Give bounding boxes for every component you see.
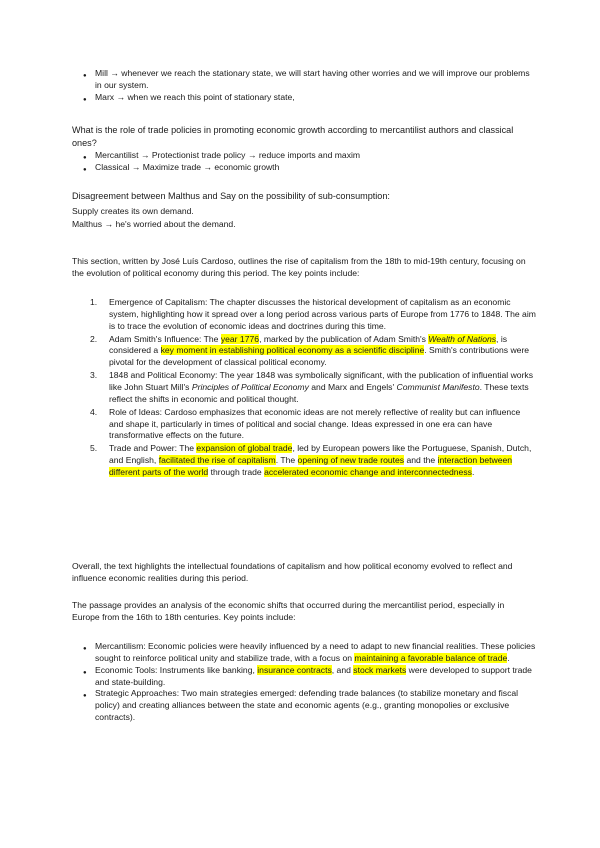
list-item	[72, 334, 536, 370]
disagreement-line-2: Malthus → he's worried about the demand.	[72, 219, 236, 229]
text-run: , is considered a	[109, 333, 508, 356]
text-run: Mercantilism: Economic policies were heavily influenced by a need to adapt to new financial realities. These policies sought to reinforce political unity and stabilize trade, with a focus on	[95, 641, 536, 663]
passage-points-list	[72, 641, 536, 724]
key-points-list	[72, 297, 536, 480]
text-run: . Smith's contributions were pivotal for the development of classical political economy.	[109, 345, 530, 368]
bullet-text: Mill → whenever we reach the stationary state, we will start having other worries and we will improve our problems in our system.	[95, 68, 530, 90]
list-item	[72, 370, 536, 406]
disagreement-title: Disagreement between Malthus and Say on the possibility of sub-consumption:	[72, 191, 390, 201]
text-run: Trade and Power: The	[109, 443, 197, 454]
highlighted-text: accelerated economic change and interconnectedness	[264, 467, 472, 478]
list-item	[72, 92, 536, 104]
text-run: 1848 and Political Economy: The year 1848 was symbolically significant, with the publication of influential works like John Stuart Mill's	[109, 370, 534, 393]
highlighted-text: stock markets	[353, 664, 407, 675]
highlighted-text: expansion of global trade	[196, 443, 293, 454]
text-run: through trade	[208, 467, 265, 478]
list-item	[72, 665, 536, 689]
list-number: 3.	[90, 370, 98, 381]
list-item	[72, 641, 536, 665]
highlighted-text: opening of new trade routes	[297, 455, 405, 466]
list-number: 4.	[90, 406, 98, 417]
list-item	[72, 162, 536, 174]
passage-paragraph: The passage provides an analysis of the economic shifts that occurred during the mercantilist period, especially in Europe from the 16th to 18th centuries. Key points include:	[72, 600, 505, 622]
highlighted-text: key moment in establishing political economy as a scientific discipline	[160, 345, 425, 356]
text-run: .	[471, 467, 475, 478]
list-item	[72, 68, 536, 92]
highlighted-text: year 1776	[220, 333, 260, 344]
text-run: Principles of Political Economy	[191, 382, 309, 393]
text-run: . The	[275, 455, 298, 466]
intro-paragraph: This section, written by José Luís Cardoso, outlines the rise of capitalism from the 18th to mid-19th century, focusing on the evolution of political economy during this period. The key points include:	[72, 256, 526, 278]
text-run: and Marx and Engels'	[308, 382, 397, 393]
text-run: were developed to support trade and state-building.	[95, 664, 532, 687]
text-run: and the	[404, 455, 438, 466]
disagreement-line-1: Supply creates its own demand.	[72, 206, 194, 216]
text-run: . These texts reflect the shifts in economic and political thought.	[109, 382, 529, 404]
list-item	[72, 688, 536, 724]
bullet-text: Mercantilist → Protectionist trade policy → reduce imports and maxim	[95, 150, 361, 160]
list-number: 1.	[90, 297, 98, 307]
question-bullet-list	[72, 150, 536, 174]
list-item	[72, 297, 536, 333]
highlighted-text: Wealth of Nations	[428, 333, 497, 344]
list-number: 2.	[90, 333, 98, 344]
highlighted-text: interaction between different parts of the world	[109, 455, 513, 478]
overall-paragraph: Overall, the text highlights the intellectual foundations of capitalism and how political economy evolved to reflect and influence economic realities during this period.	[72, 561, 513, 583]
bullet-text: Classical → Maximize trade → economic growth	[95, 161, 280, 172]
text-run: Communist Manifesto	[396, 382, 480, 393]
text-run: Adam Smith's Influence: The	[109, 333, 221, 344]
text-run: , and	[331, 664, 354, 675]
text-run: Economic Tools: Instruments like banking,	[95, 664, 258, 675]
question-heading: What is the role of trade policies in promoting economic growth according to mercantilist authors and classical ones?	[72, 125, 514, 148]
list-item	[72, 443, 536, 479]
list-item	[72, 407, 536, 443]
text-run: , marked by the publication of Adam Smith's	[259, 333, 429, 344]
list-number: 5.	[90, 443, 98, 454]
highlighted-text: facilitated the rise of capitalism	[158, 455, 276, 466]
list-item	[72, 150, 536, 162]
text-run: .	[507, 652, 510, 663]
text-run: Role of Ideas: Cardoso emphasizes that economic ideas are not merely reflective of reality but can influence and shape it, particularly in times of political and social change. Ideas expressed in one era can have transformative effects on the future.	[109, 406, 521, 441]
top-bullet-list	[72, 68, 536, 104]
bullet-text: Marx → when we reach this point of stationary state,	[95, 91, 295, 102]
text-run: Strategic Approaches: Two main strategies emerged: defending trade balances (to stabilize monetary and fiscal policy) and creating alliances between the state and economic agents (e.g., granting monopolies or exclusive contracts).	[95, 688, 519, 723]
text-run: Emergence of Capitalism: The chapter discusses the historical development of capitalism as an economic system, highlighting how it spread over a long period across various parts of Europe from 1776 to 1848. The aim is to trace the evolution of economic ideas and doctrines during this time.	[109, 297, 536, 331]
highlighted-text: maintaining a favorable balance of trade	[354, 652, 508, 663]
text-run: , led by European powers like the Portuguese, Spanish, Dutch, and English,	[109, 443, 532, 466]
highlighted-text: insurance contracts	[257, 664, 332, 675]
